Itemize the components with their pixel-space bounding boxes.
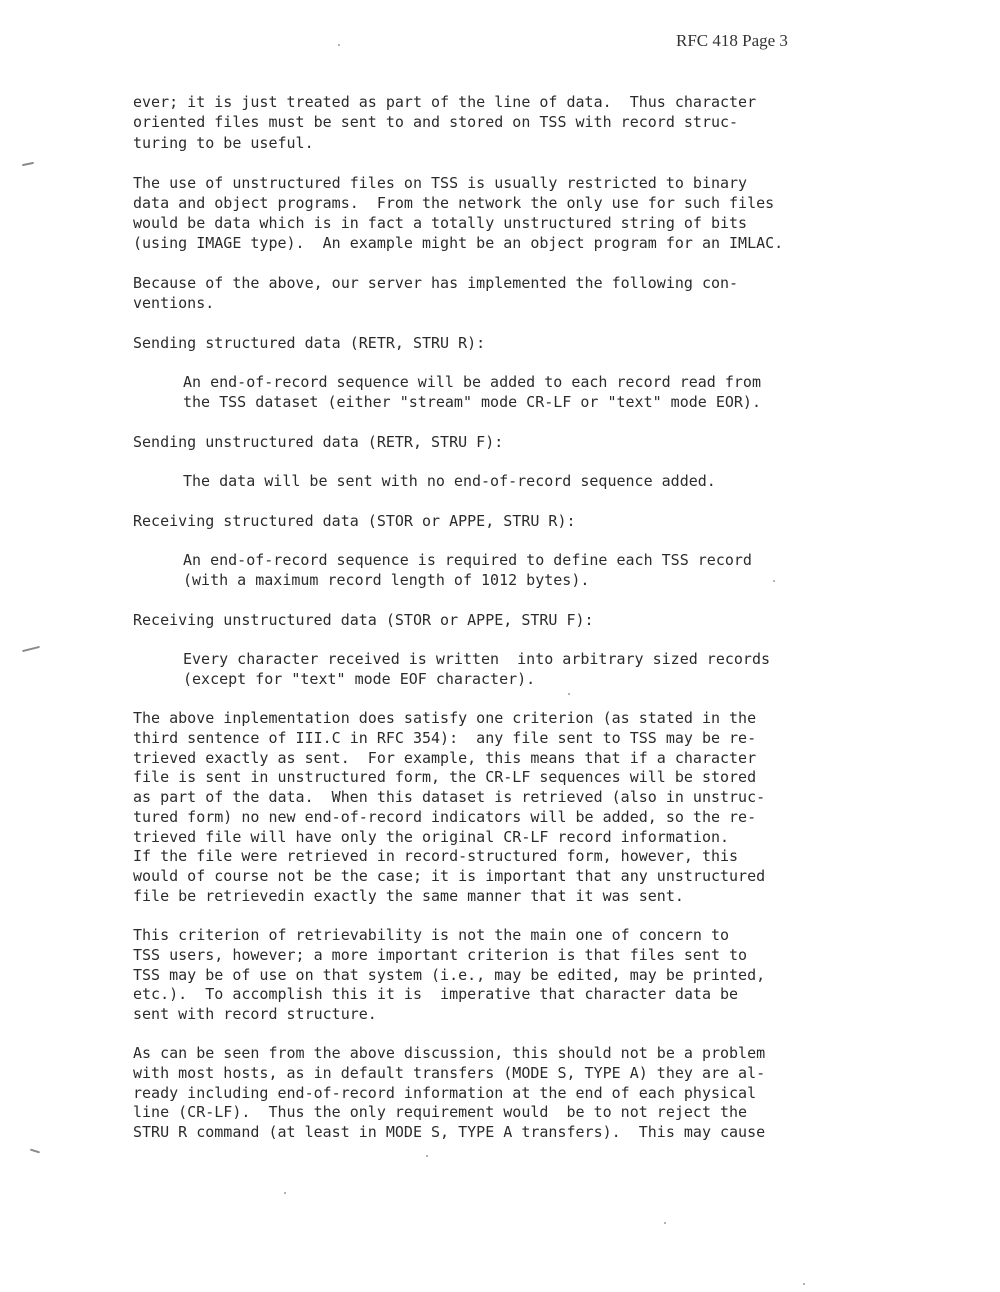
scan-mark bbox=[22, 162, 34, 166]
text-line: If the file were retrieved in record-structured form, however, this bbox=[133, 847, 739, 865]
section-heading: Sending unstructured data (RETR, STRU F): bbox=[133, 433, 504, 451]
text-line: data and object programs. From the network the only use for such files bbox=[133, 194, 775, 212]
text-line: file be retrievedin exactly the same manner that it was sent. bbox=[133, 887, 684, 905]
text-line: (except for "text" mode EOF character). bbox=[183, 670, 536, 688]
text-line: An end-of-record sequence will be added to each record read from bbox=[183, 373, 761, 391]
text-line: This criterion of retrievability is not the main one of concern to bbox=[133, 926, 730, 944]
scan-speck bbox=[664, 1222, 666, 1224]
text-line: TSS users, however; a more important criterion is that files sent to bbox=[133, 946, 748, 964]
scan-mark bbox=[22, 646, 40, 652]
text-line: TSS may be of use on that system (i.e., may be edited, may be printed, bbox=[133, 966, 766, 984]
section-heading: Receiving structured data (STOR or APPE, STRU R): bbox=[133, 512, 576, 530]
scan-mark bbox=[30, 1149, 40, 1154]
text-line: Because of the above, our server has implemented the following con- bbox=[133, 274, 739, 292]
scan-speck bbox=[284, 1192, 286, 1194]
text-line: ever; it is just treated as part of the line of data. Thus character bbox=[133, 93, 757, 111]
section-heading: Receiving unstructured data (STOR or APPE, STRU F): bbox=[133, 611, 594, 629]
section-heading: Sending structured data (RETR, STRU R): bbox=[133, 334, 486, 352]
page-header: RFC 418 Page 3 bbox=[676, 31, 788, 50]
scan-speck bbox=[803, 1283, 805, 1285]
text-line: line (CR-LF). Thus the only requirement would be to not reject the bbox=[133, 1103, 748, 1121]
text-line: sent with record structure. bbox=[133, 1005, 377, 1023]
text-line: The above inplementation does satisfy one criterion (as stated in the bbox=[133, 709, 757, 727]
text-line: The use of unstructured files on TSS is usually restricted to binary bbox=[133, 174, 748, 192]
text-line: third sentence of III.C in RFC 354): any file sent to TSS may be re- bbox=[133, 729, 757, 747]
scan-speck bbox=[426, 1155, 428, 1157]
text-line: An end-of-record sequence is required to define each TSS record bbox=[183, 551, 752, 569]
text-line: ventions. bbox=[133, 294, 215, 312]
text-line: trieved exactly as sent. For example, this means that if a character bbox=[133, 749, 757, 767]
text-line: etc.). To accomplish this it is imperative that character data be bbox=[133, 985, 739, 1003]
text-line: oriented files must be sent to and stored on TSS with record struc- bbox=[133, 113, 739, 131]
text-line: tured form) no new end-of-record indicators will be added, so the re- bbox=[133, 808, 757, 826]
text-line: would of course not be the case; it is important that any unstructured bbox=[133, 867, 766, 885]
text-line: As can be seen from the above discussion, this should not be a problem bbox=[133, 1044, 766, 1062]
text-line: file is sent in unstructured form, the CR-LF sequences will be stored bbox=[133, 768, 757, 786]
scan-speck bbox=[568, 693, 570, 695]
text-line: Every character received is written into arbitrary sized records bbox=[183, 650, 770, 668]
text-line: the TSS dataset (either "stream" mode CR-LF or "text" mode EOR). bbox=[183, 393, 761, 411]
text-line: (with a maximum record length of 1012 bytes). bbox=[183, 571, 590, 589]
text-line: as part of the data. When this dataset is retrieved (also in unstruc- bbox=[133, 788, 766, 806]
text-line: would be data which is in fact a totally unstructured string of bits bbox=[133, 214, 748, 232]
text-line: trieved file will have only the original CR-LF record information. bbox=[133, 828, 730, 846]
scan-speck bbox=[773, 580, 775, 582]
text-line: with most hosts, as in default transfers (MODE S, TYPE A) they are al- bbox=[133, 1064, 766, 1082]
text-line: turing to be useful. bbox=[133, 134, 314, 152]
scan-speck bbox=[338, 44, 340, 46]
text-line: ready including end-of-record information at the end of each physical bbox=[133, 1084, 757, 1102]
text-line: (using IMAGE type). An example might be an object program for an IMLAC. bbox=[133, 234, 784, 252]
text-line: STRU R command (at least in MODE S, TYPE A transfers). This may cause bbox=[133, 1123, 766, 1141]
text-line: The data will be sent with no end-of-record sequence added. bbox=[183, 472, 716, 490]
